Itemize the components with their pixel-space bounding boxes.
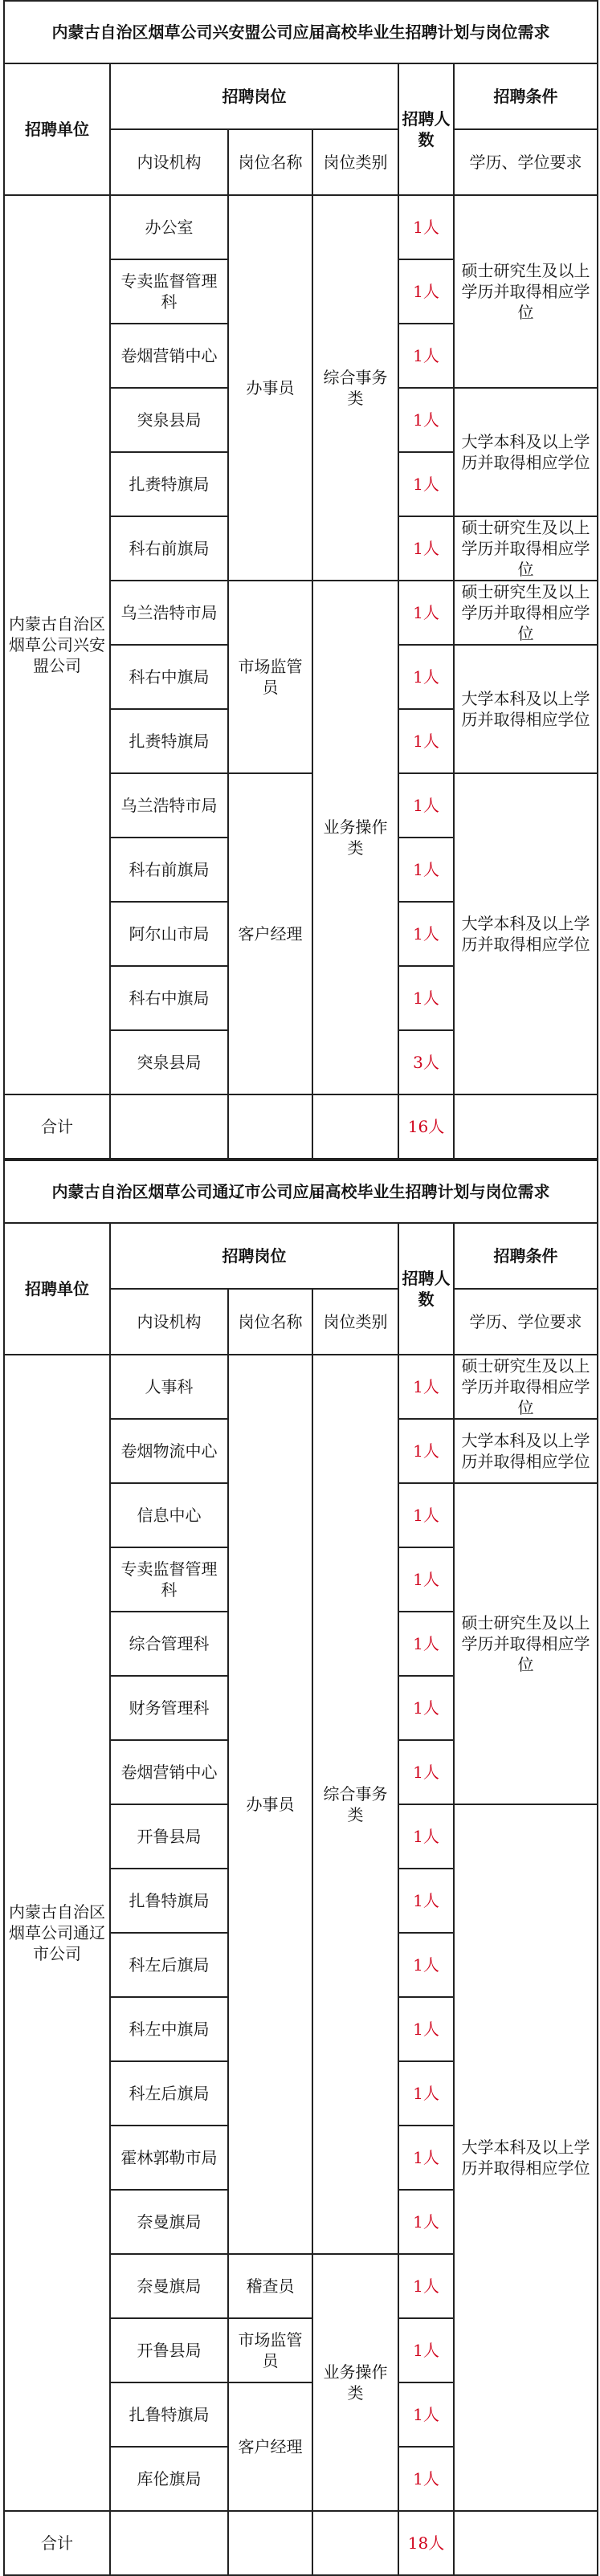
pos-name-cell: 稽查员 <box>228 2254 312 2318</box>
count-cell: 1人 <box>398 1483 454 1547</box>
count-cell: 1人 <box>398 452 454 516</box>
dept-cell: 霍林郭勒市局 <box>110 2126 228 2190</box>
count-cell: 1人 <box>398 259 454 324</box>
edu-cell: 大学本科及以上学历并取得相应学位 <box>454 645 598 773</box>
recruitment-table-tongliao <box>3 1160 598 2576</box>
header-dept: 内设机构 <box>110 1289 228 1355</box>
dept-cell: 科右前旗局 <box>110 838 228 902</box>
dept-cell: 综合管理科 <box>110 1612 228 1676</box>
count-cell: 1人 <box>398 773 454 838</box>
dept-cell: 开鲁县局 <box>110 1804 228 1869</box>
count-cell: 1人 <box>398 516 454 581</box>
count-cell: 1人 <box>398 2061 454 2126</box>
total-count: 16人 <box>398 1094 454 1159</box>
edu-cell: 硕士研究生及以上学历并取得相应学位 <box>454 195 598 388</box>
count-cell: 1人 <box>398 2382 454 2447</box>
dept-cell: 阿尔山市局 <box>110 902 228 966</box>
edu-cell: 硕士研究生及以上学历并取得相应学位 <box>454 516 598 581</box>
dept-cell: 乌兰浩特市局 <box>110 773 228 838</box>
dept-cell: 卷烟营销中心 <box>110 324 228 388</box>
header-edu: 学历、学位要求 <box>454 1289 598 1355</box>
edu-cell: 大学本科及以上学历并取得相应学位 <box>454 1804 598 2511</box>
pos-type-cell: 综合事务类 <box>312 195 398 581</box>
pos-type-cell: 业务操作类 <box>312 581 398 1094</box>
edu-cell: 硕士研究生及以上学历并取得相应学位 <box>454 1355 598 1419</box>
recruitment-table-xinganmeng <box>3 0 598 1160</box>
count-cell: 1人 <box>398 1612 454 1676</box>
dept-cell: 科左后旗局 <box>110 1933 228 1997</box>
header-unit: 招聘单位 <box>4 1223 110 1355</box>
dept-cell: 财务管理科 <box>110 1676 228 1740</box>
pos-type-cell: 业务操作类 <box>312 2254 398 2511</box>
edu-cell: 大学本科及以上学历并取得相应学位 <box>454 388 598 516</box>
pos-name-cell: 办事员 <box>228 195 312 581</box>
pos-name-cell: 市场监管员 <box>228 581 312 773</box>
dept-cell: 奈曼旗局 <box>110 2190 228 2254</box>
dept-cell: 专卖监督管理科 <box>110 1547 228 1612</box>
dept-cell: 扎鲁特旗局 <box>110 1869 228 1933</box>
count-cell: 1人 <box>398 1804 454 1869</box>
edu-cell: 大学本科及以上学历并取得相应学位 <box>454 773 598 1094</box>
count-cell: 1人 <box>398 2318 454 2382</box>
total-label: 合计 <box>4 1094 110 1159</box>
header-pos-name: 岗位名称 <box>228 129 312 195</box>
pos-type-cell: 综合事务类 <box>312 1355 398 2254</box>
dept-cell: 扎鲁特旗局 <box>110 2382 228 2447</box>
pos-name-cell: 客户经理 <box>228 773 312 1094</box>
unit-name: 内蒙古自治区烟草公司通辽市公司 <box>4 1355 110 2511</box>
count-cell: 1人 <box>398 709 454 773</box>
count-cell: 1人 <box>398 2190 454 2254</box>
dept-cell: 信息中心 <box>110 1483 228 1547</box>
header-pos-type: 岗位类别 <box>312 129 398 195</box>
count-cell: 1人 <box>398 2254 454 2318</box>
dept-cell: 乌兰浩特市局 <box>110 581 228 645</box>
count-cell: 1人 <box>398 1419 454 1483</box>
dept-cell: 卷烟物流中心 <box>110 1419 228 1483</box>
dept-cell: 专卖监督管理科 <box>110 259 228 324</box>
dept-cell: 科左中旗局 <box>110 1997 228 2061</box>
count-cell: 1人 <box>398 2126 454 2190</box>
dept-cell: 扎赉特旗局 <box>110 452 228 516</box>
count-cell: 1人 <box>398 902 454 966</box>
header-dept: 内设机构 <box>110 129 228 195</box>
dept-cell: 科右中旗局 <box>110 645 228 709</box>
dept-cell: 突泉县局 <box>110 388 228 452</box>
count-cell: 1人 <box>398 1997 454 2061</box>
dept-cell: 突泉县局 <box>110 1030 228 1094</box>
count-cell: 1人 <box>398 324 454 388</box>
unit-name: 内蒙古自治区烟草公司兴安盟公司 <box>4 195 110 1094</box>
count-cell: 1人 <box>398 1547 454 1612</box>
count-cell: 1人 <box>398 966 454 1030</box>
edu-cell: 硕士研究生及以上学历并取得相应学位 <box>454 581 598 645</box>
dept-cell: 科右中旗局 <box>110 966 228 1030</box>
header-pos-type: 岗位类别 <box>312 1289 398 1355</box>
header-edu: 学历、学位要求 <box>454 129 598 195</box>
header-count: 招聘人数 <box>398 1223 454 1355</box>
header-conditions: 招聘条件 <box>454 1223 598 1289</box>
dept-cell: 卷烟营销中心 <box>110 1740 228 1804</box>
dept-cell: 人事科 <box>110 1355 228 1419</box>
header-count: 招聘人数 <box>398 63 454 195</box>
dept-cell: 办公室 <box>110 195 228 259</box>
count-cell: 1人 <box>398 388 454 452</box>
total-label: 合计 <box>4 2511 110 2575</box>
dept-cell: 扎赉特旗局 <box>110 709 228 773</box>
dept-cell: 开鲁县局 <box>110 2318 228 2382</box>
count-cell: 1人 <box>398 838 454 902</box>
table-title: 内蒙古自治区烟草公司兴安盟公司应届高校毕业生招聘计划与岗位需求 <box>4 1 598 63</box>
count-cell: 1人 <box>398 1740 454 1804</box>
header-pos-name: 岗位名称 <box>228 1289 312 1355</box>
count-cell: 1人 <box>398 195 454 259</box>
dept-cell: 奈曼旗局 <box>110 2254 228 2318</box>
count-cell: 1人 <box>398 1676 454 1740</box>
header-position-group: 招聘岗位 <box>110 1223 398 1289</box>
header-unit: 招聘单位 <box>4 63 110 195</box>
count-cell: 1人 <box>398 1869 454 1933</box>
count-cell: 1人 <box>398 1933 454 1997</box>
pos-name-cell: 办事员 <box>228 1355 312 2254</box>
count-cell: 1人 <box>398 1355 454 1419</box>
dept-cell: 科右前旗局 <box>110 516 228 581</box>
count-cell: 1人 <box>398 581 454 645</box>
edu-cell: 大学本科及以上学历并取得相应学位 <box>454 1419 598 1483</box>
header-position-group: 招聘岗位 <box>110 63 398 129</box>
header-conditions: 招聘条件 <box>454 63 598 129</box>
dept-cell: 科左后旗局 <box>110 2061 228 2126</box>
count-cell: 1人 <box>398 2447 454 2511</box>
count-cell: 1人 <box>398 645 454 709</box>
count-cell: 3人 <box>398 1030 454 1094</box>
pos-name-cell: 客户经理 <box>228 2382 312 2511</box>
table-title: 内蒙古自治区烟草公司通辽市公司应届高校毕业生招聘计划与岗位需求 <box>4 1160 598 1223</box>
dept-cell: 库伦旗局 <box>110 2447 228 2511</box>
pos-name-cell: 市场监管员 <box>228 2318 312 2382</box>
total-count: 18人 <box>398 2511 454 2575</box>
edu-cell: 硕士研究生及以上学历并取得相应学位 <box>454 1483 598 1804</box>
